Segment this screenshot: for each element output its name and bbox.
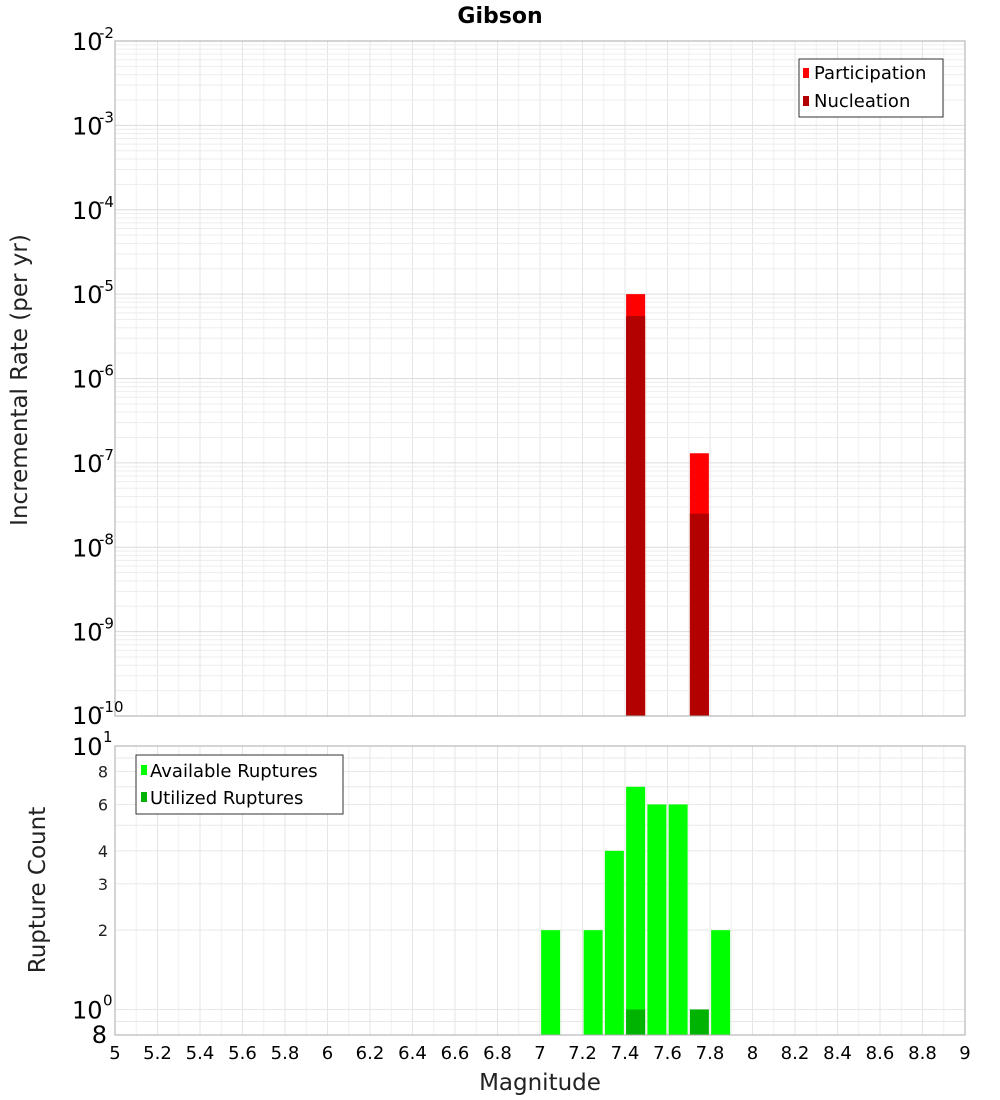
x-tick-label: 5.6 <box>228 1043 257 1064</box>
x-tick-label: 7.4 <box>610 1043 640 1064</box>
chart-title: Gibson <box>457 4 543 29</box>
top-y-tick-label: 10 <box>72 28 103 56</box>
legend-label-utilized: Utilized Ruptures <box>150 788 304 809</box>
top-y-tick-label: 10 <box>72 534 103 563</box>
x-tick-label: 6.2 <box>355 1043 385 1064</box>
x-tick-label: 7.6 <box>653 1043 682 1064</box>
x-axis-label: Magnitude <box>479 1070 601 1096</box>
legend-swatch-utilized <box>141 792 147 802</box>
top-y-tick-label: 10 <box>72 196 103 225</box>
x-tick-label: 8.4 <box>823 1043 852 1064</box>
x-tick-label: 6.6 <box>440 1043 470 1064</box>
x-tick-label: 7.8 <box>695 1043 725 1064</box>
top-y-tick-label: 10 <box>72 702 103 730</box>
available-ruptures-bar <box>605 851 624 1035</box>
top-y-tick-label: 10 <box>72 112 103 141</box>
available-ruptures-bar <box>647 804 666 1035</box>
top-y-tick-exponent: -6 <box>99 361 114 380</box>
top-y-tick-label: 10 <box>72 618 103 647</box>
legend-swatch-participation <box>803 68 809 78</box>
legend-label-available: Available Ruptures <box>150 761 318 782</box>
x-ticks <box>109 1043 970 1064</box>
top-y-tick-exponent: -3 <box>99 108 114 127</box>
bottom-y-tick-exponent: 0 <box>103 991 113 1010</box>
bottom-y-tick-label: 6 <box>97 795 108 815</box>
top-y-tick-exponent: -8 <box>99 530 114 549</box>
top-y-tick-exponent: -4 <box>99 192 114 211</box>
top-plot-grid <box>115 41 965 716</box>
x-tick-label: 7.2 <box>568 1043 597 1064</box>
available-ruptures-bar <box>584 930 603 1035</box>
bottom-y-axis-label: Rupture Count <box>25 806 51 974</box>
x-tick-label: 5.4 <box>185 1043 215 1064</box>
bottom-plot-bars <box>541 787 730 1035</box>
x-tick-label: 8.8 <box>908 1043 937 1064</box>
nucleation-bar <box>626 316 645 716</box>
top-y-tick-label: 10 <box>72 281 103 310</box>
top-y-tick-exponent: -9 <box>99 614 114 633</box>
legend-swatch-nucleation <box>803 96 809 106</box>
bottom-y-tick-label: 10 <box>72 733 103 761</box>
x-tick-label: 8.2 <box>780 1043 810 1064</box>
available-ruptures-bar <box>541 930 560 1035</box>
bottom-y-tick-label: 8 <box>91 1021 107 1049</box>
bottom-y-tick-label: 4 <box>97 841 108 861</box>
top-legend <box>799 59 943 117</box>
available-ruptures-bar <box>711 930 730 1035</box>
legend-label-participation: Participation <box>814 63 927 84</box>
bottom-y-tick-label: 3 <box>97 874 108 894</box>
nucleation-bar <box>690 514 709 716</box>
bottom-y-tick-label: 10 <box>72 996 103 1025</box>
x-tick-label: 9 <box>959 1043 971 1064</box>
x-tick-label: 5.2 <box>143 1043 172 1064</box>
top-y-tick-label: 10 <box>72 365 103 394</box>
available-ruptures-bar <box>669 804 688 1035</box>
top-y-ticks <box>72 24 124 730</box>
top-y-tick-label: 10 <box>72 449 103 478</box>
bottom-y-tick-label: 8 <box>97 762 108 782</box>
x-tick-label: 6 <box>321 1043 334 1064</box>
bottom-y-ticks <box>72 728 113 1049</box>
x-tick-label: 8 <box>746 1043 759 1064</box>
x-tick-label: 8.6 <box>865 1043 895 1064</box>
top-y-tick-exponent: -7 <box>99 445 114 464</box>
top-y-axis-label: Incremental Rate (per yr) <box>7 234 33 526</box>
x-tick-label: 5.8 <box>270 1043 300 1064</box>
top-y-tick-exponent: -5 <box>99 277 114 296</box>
utilized-ruptures-bar <box>626 1009 645 1035</box>
top-y-tick-exponent: -10 <box>99 698 124 716</box>
x-tick-label: 7 <box>534 1043 546 1064</box>
x-tick-label: 6.8 <box>483 1043 512 1064</box>
x-tick-label: 6.4 <box>398 1043 427 1064</box>
bottom-y-tick-label: 2 <box>97 921 108 941</box>
available-ruptures-bar <box>626 787 645 1035</box>
legend-swatch-available <box>141 765 147 775</box>
legend-label-nucleation: Nucleation <box>814 91 911 112</box>
x-tick-label: 5 <box>109 1043 121 1064</box>
bottom-legend <box>136 755 343 814</box>
bottom-y-tick-exponent: 1 <box>103 728 113 746</box>
utilized-ruptures-bar <box>690 1009 709 1035</box>
top-y-tick-exponent: -2 <box>99 24 114 42</box>
